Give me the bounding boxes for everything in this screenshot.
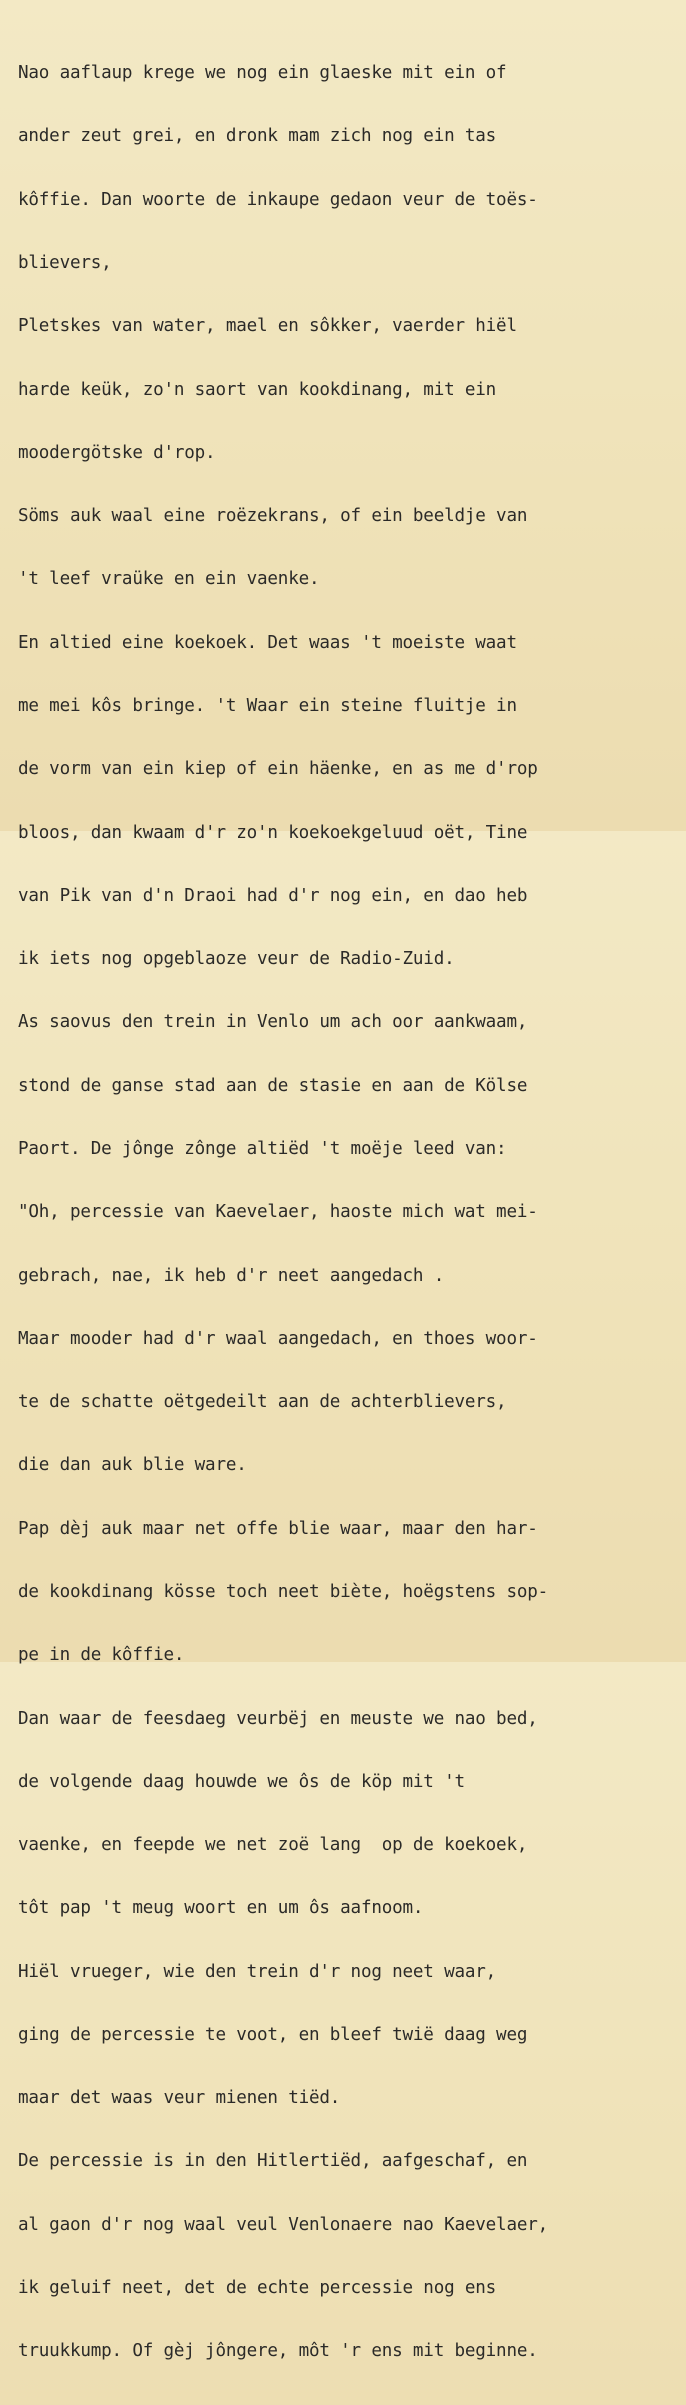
text-line: tôt pap 't meug woort en um ôs aafnoom.: [18, 1898, 424, 1919]
text-line: al gaon d'r nog waal veul Venlonaere nao Kaevelaer,: [18, 2214, 549, 2235]
text-line: Dan waar de feesdaeg veurbëj en meuste we nao bed,: [18, 1708, 538, 1729]
text-line: bloos, dan kwaam d'r zo'n koekoekgeluud oët, Tine: [18, 822, 528, 843]
text-line: Maar mooder had d'r waal aangedach, en thoes woor-: [18, 1328, 538, 1349]
text-line: ander zeut grei, en dronk mam zich nog ein tas: [18, 126, 497, 147]
text-line: truukkump. Of gèj jôngere, môt 'r ens mit beginne.: [18, 2341, 538, 2362]
text-line: En altied eine koekoek. Det waas 't moeiste waat: [18, 632, 517, 653]
text-line: ging de percessie te voot, en bleef twië daag weg: [18, 2024, 528, 2045]
text-line: me mei kôs bringe. 't Waar ein steine fluitje in: [18, 696, 517, 716]
text-line: Pletskes van water, mael en sôkker, vaerder hiël: [18, 316, 517, 337]
text-line: van Pik van d'n Draoi had d'r nog ein, en dao heb: [18, 885, 528, 906]
text-line: stond de ganse stad aan de stasie en aan de Kölse: [18, 1075, 528, 1096]
text-line: die dan auk blie ware.: [18, 1455, 247, 1476]
text-line: ik geluif neet, det de echte percessie nog ens: [18, 2278, 497, 2299]
text-line: de kookdinang kösse toch neet biète, hoëgstens sop-: [18, 1581, 549, 1602]
text-line: Pap dèj auk maar net offe blie waar, maar den har-: [18, 1518, 538, 1539]
text-line: As saovus den trein in Venlo um ach oor aankwaam,: [18, 1012, 528, 1033]
text-line: pe in de kôffie.: [18, 1645, 185, 1666]
text-line: 't leef vraüke en ein vaenke.: [18, 569, 320, 590]
text-line: gebrach, nae, ik heb d'r neet aangedach .: [18, 1265, 445, 1286]
text-line: "Oh, percessie van Kaevelaer, haoste mich wat mei-: [18, 1202, 538, 1223]
text-line: ik iets nog opgeblaoze veur de Radio-Zuid.: [18, 949, 455, 970]
text-line: blievers,: [18, 253, 112, 274]
text-line: moodergötske d'rop.: [18, 442, 216, 463]
typewritten-text: [18, 21, 683, 2405]
text-line: harde keük, zo'n saort van kookdinang, mit ein: [18, 379, 497, 400]
text-line: Nao aaflaup krege we nog ein glaeske mit ein of: [18, 63, 507, 84]
text-line: de volgende daag houwde we ôs de köp mit 't: [18, 1771, 465, 1792]
text-line: te de schatte oëtgedeilt aan de achterblievers,: [18, 1392, 507, 1413]
text-line: De percessie is in den Hitlertiëd, aafgeschaf, en: [18, 2151, 528, 2172]
text-line: Paort. De jônge zônge altiëd 't moëje leed van:: [18, 1138, 507, 1159]
text-line: Hiël vrueger, wie den trein d'r nog neet waar,: [18, 1961, 497, 1982]
text-line: de vorm van ein kiep of ein häenke, en as me d'rop: [18, 759, 538, 780]
text-line: kôffie. Dan woorte de inkaupe gedaon veur de toës-: [18, 189, 538, 210]
text-line: Söms auk waal eine roëzekrans, of ein beeldje van: [18, 506, 528, 527]
text-line: maar det waas veur mienen tiëd.: [18, 2088, 341, 2109]
text-line: vaenke, en feepde we net zoë lang op de koekoek,: [18, 1835, 528, 1856]
